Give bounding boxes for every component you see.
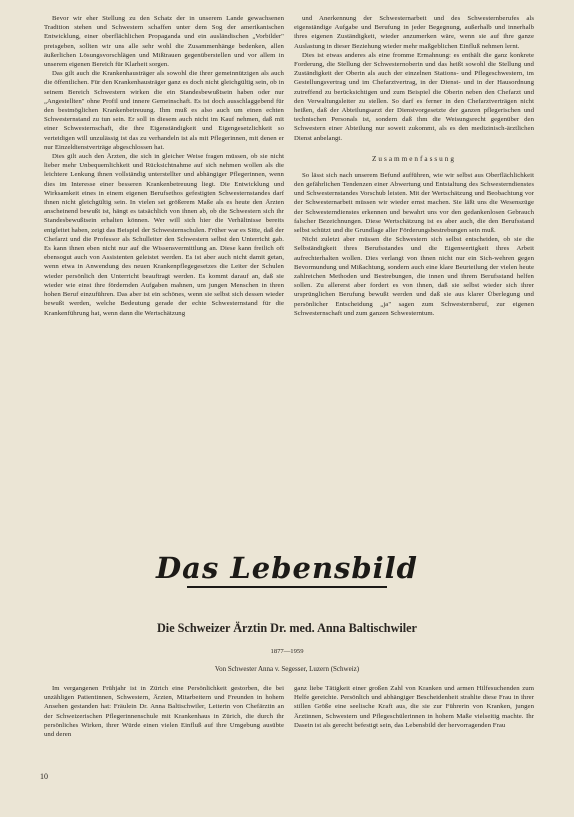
summary-heading: Zusammenfassung (372, 154, 456, 163)
column-left (44, 14, 284, 470)
paragraph: Im vergangenen Frühjahr ist in Zürich eine Persönlichkeit gestorben, die bei unzähligen Patientinnen, Schwestern, Ärzten, Mitarbeitern und Freunden in hohem Ansehen gestanden hat: Fräulein Dr. Anna Baltischwiler, Leiterin von Chefärztin an der Schweizerischen Pflegerinnenschule mit Krankenhaus in Zürich, die durch ihr persönliches Wirken, ihrer Würde einen vielen Einfluß auf ihre Umgebung ausübte und deren (44, 685, 284, 739)
column-left (44, 684, 284, 744)
paragraph: Das gilt auch die Krankenhausträger als sowohl die ihrer gemeinnützigen als auch die öffentlichen. Für den Krankenhausträger ganz es doch nicht gleichgültig sein, ob in seinem Bereich Schwestern wirken die ein Standesbewußtsein haben oder nur „Angestellten" ohne Profil und innere Gemeinschaft. Es ist doch ausschlaggebend für den bestmöglichen Krankenbetreuung. Ihm muß es also auch um einen echten Schwesternstand zu tun sein. Er soll in diesem auch nicht im Kauf nehmen, daß mit einer Schwesternschaft, die ihre Eigenständigkeit und Eigengesetzlichkeit so verteidigen will unzulässig ist das zu verhandeln ist als mit Pflegerinnen, mit denen er nur Einzeldienstverträge abgeschlossen hat. (44, 70, 284, 151)
paragraph: ganz liebe Tätigkeit einer großen Zahl von Kranken und armen Hilfesuchenden zum Helfe gereichte. Persönlich und abhängiger Bescheidenheit strahlte diese Frau in ihrer stillen Größe eine seelische Kraft aus, die sie zur Führerin von Kranken, jungen Ärztinnen, Schwestern und Pflegeschülerinnen in hohem Maße vielseitig machte. Ihr Dasein ist als gerecht befestigt sein, das Lebensbild der hervorragenden Frau (294, 685, 534, 729)
column-right (294, 14, 534, 470)
paragraph: Dies ist etwas anderes als eine fromme Ermahnung: es enthält die ganz konkrete Forderung, die Stellung der Schwesternoberin und das heißt sowohl die Stellung und Zuständigkeit der Oberin als auch der einzelnen Stations- und Pflegeschwestern, im Gestellungsvertrag und im Chefarztvertrag, in der Dienst- und in der Hausordnung zutreffend zu berücksichtigen und zum Beispiel die Oberin neben den Chefarzt und den Verwaltungsleiter zu stellen. So darf es ferner in den Chefarztverträgen nicht heißen, daß der Abteilungsarzt der Dienstvorgesetzte der ganzen pflegerischen und technischen Personals ist, sondern daß ihm die Weisungsrecht gegenüber den Schwestern einer Abteilung nur soweit zukommt, als es den medizinisch-ärztlichen Dienst anbelangt. (294, 51, 534, 142)
paragraph: Bevor wir eher Stellung zu den Schatz der in unserem Lande gewachsenen Tradition stehen und Schwestern schaffen unter dem Sog der amerikanischen Entwicklung, einer oberflächlichen Propaganda und ein ausländischen „Vorbilder" preisgeben, sollten wir uns alle sehr wohl die Zusammenhänge bedenken, allen äußerlichen Lösungsvorschlägen und Mißtrauen gegenüberstellen und vor allem in unserem eigenen Bereich für Klarheit sorgen. (44, 15, 284, 69)
logo-underline (187, 586, 387, 588)
page-number: 10 (40, 772, 48, 781)
bottom-columns (44, 684, 534, 744)
section-logo-text: Das Lebensbild (156, 551, 418, 585)
life-dates: 1877—1959 (270, 648, 304, 655)
paragraph: und Anerkennung der Schwesternarbeit und des Schwesternberufes als eigenständige Aufgabe und Berufung in jeder Begegnung, außerhalb und innerhalb ihres eigenen Zuständigkeit, wieder anzumerken wäre, wenn sie auf ihre ganze Auslastung in dieser Beziehung wieder mehr maßgeblichen Einfluß nehmen lernt. (294, 15, 534, 50)
paragraph: Dies gilt auch den Ärzten, die sich in gleicher Weise fragen müssen, ob sie nicht lieber mehr Unbequemlichkeit und Rücksichtnahme auf sich nehmen wollen als die leichtere Lenkung ihnen vollständig unterstellter und abhängiger Pflegerinnen, wenn dies im Interesse einer besseren Krankenbetreuung liegt. Die Entwicklung und Wirksamkeit eines in einem eigenen Berufsethos gefestigten Schwesternstandes darf ihnen nicht gleichgültig sein. In vielen sei größerem Maße als es heute den Ärzten anscheinend bewußt ist, hängt es tatsächlich von ihnen ab, ob die Schwestern sich ihr Standesbewußtsein erhalten können. Wer will sich hier die Verhältnisse bereits entgleitet haben, zeigt das Beispiel der Schwesternschulen. Früher war es Sitte, daß der Chefarzt und die Professor als Schulleiter den Schwestern selbst den Unterricht gab. Es kann ihnen eben nicht nur auf die Wissensvermittlung an. Diese kann freilich oft ebensogut auch von Assistenten geleistet werden. Es ist aber auch nicht damit getan, wenn etwa in Anwendung des neuen Krankenpflegegesetzes die Leiter der Schulen wieder persönlich den Unterricht beauftragt werden. Es kommt darauf an, daß sie wieder wie einst ihre fördernden Aufgaben mahnen, um jungen Menschen in ihren hohen Beruf einzuführen. Das aber ist ein schönes, wenn sie selbst sich dessen wieder bewußt werden, welche Bedeutung gerade der echte Schwesternstand für die Krankenführung hat, wenn dann die Wertschätzung (44, 153, 284, 317)
paragraph: So lässt sich nach unserem Befund aufführen, wie wir selbst aus Oberflächlichkeit den gefährlichen Tendenzen einer Abwertung und Entstaltung des Schwesterndienstes und Schwesternstandes Vorschub leisten. Mit der Wertschätzung und Beobachtung vor der Schwesternarbeit müssen wir wieder ernst machen. Sie läßt uns die Wesenszüge der Schwesterndienstes erkennen und bewahrt uns vor den gedankenlosen Gebrauch falscher Bezeichnungen. Diese Wertschätzung ist es aber auch, die den Berufsstand selbst schützt und die Grundlage aller Förderungsbestrebungen sein muß. (294, 171, 534, 235)
byline: Von Schwester Anna v. Segesser, Luzern (Schweiz) (214, 665, 360, 673)
top-columns (44, 14, 534, 470)
column-right (294, 684, 534, 744)
paragraph: Nicht zuletzt aber müssen die Schwestern sich selbst entscheiden, ob sie die Selbständigkeit ihres Berufsstandes und die Eigenwertigkeit ihres Arbeit aufrechterhalten wollen. Dies verlangt von ihnen nicht nur ein Sich-wehren gegen Bevormundung und Mißachtung, sondern auch eine klare Beurteilung der vielen heute zahlreichen Methoden und Bestrebungen, die innen und ihrem Berufsstand helfen sollen. Zu allererst aber fordert es von ihnen, daß sie selbst wieder sich ihrer ursprünglichen Berufung bewußt werden und daß sie aus klarer Überlegung und persönlicher Entscheidung „ja" sagen zum Schwesternberuf, zur eigenen Schwesternschaft und zum ganzen Schwesterntum. (294, 236, 534, 317)
article-title: Die Schweizer Ärztin Dr. med. Anna Baltischwiler (157, 621, 417, 635)
